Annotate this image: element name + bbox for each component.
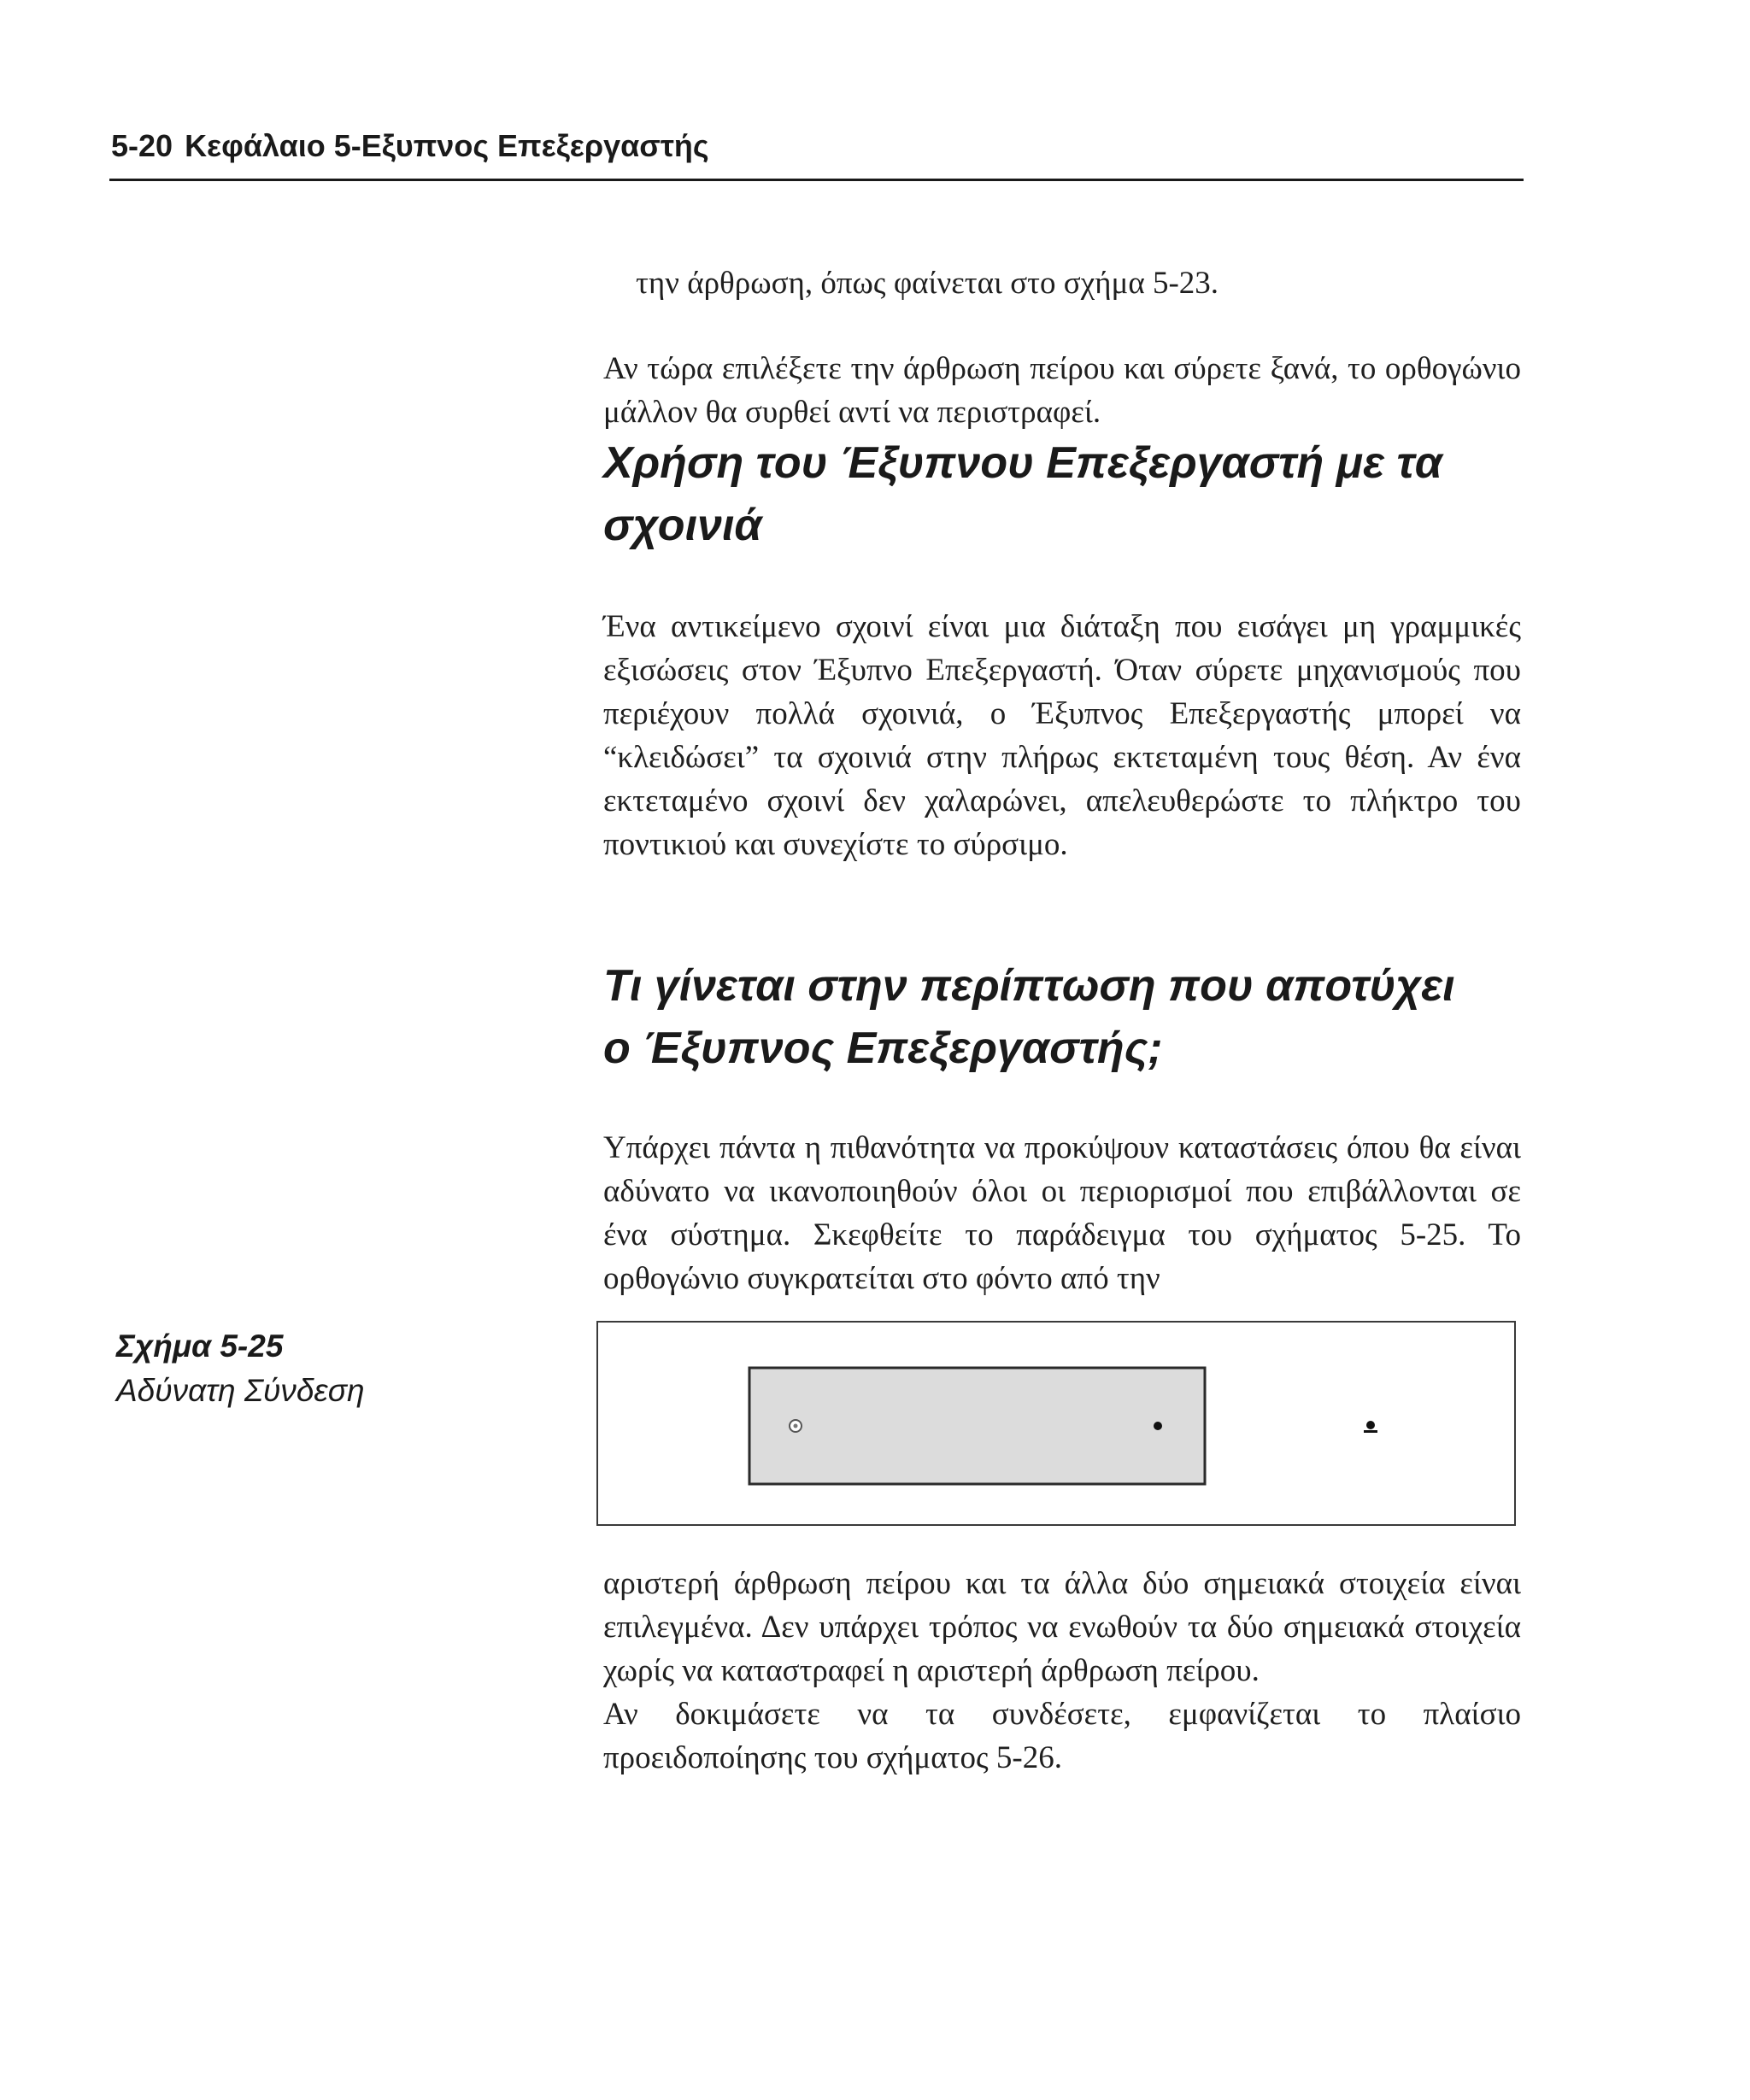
body-column-top bbox=[603, 261, 1521, 305]
section-heading-failure: Τι γίνεται στην περίπτωση που αποτύχει ο Έξυπνος Επεξεργαστής; bbox=[603, 961, 1455, 1073]
chapter-title: Κεφάλαιο 5-Εξυπνος Επεξεργαστής bbox=[185, 128, 709, 163]
pin-joint-icon bbox=[790, 1420, 802, 1432]
body-column-p5 bbox=[603, 1562, 1521, 1780]
figure-title: Αδύνατη Σύνδεση bbox=[116, 1373, 365, 1408]
running-header bbox=[111, 128, 709, 164]
figure-5-25 bbox=[596, 1321, 1516, 1526]
figure-number: Σχήμα 5-25 bbox=[116, 1329, 284, 1364]
paragraph-3: Ένα αντικείμενο σχοινί είναι μια διάταξη που εισάγει μη γραμμικές εξισώσεις στον Έξυπνο Επεξεργαστή. Όταν σύρετε μηχανισμούς που περιέχουν πολλά σχοινιά, ο Έξυπνος Επεξεργαστής μπορεί να “κλειδώσει” τα σχοινιά στην πλήρως εκτεταμένη τους θέση. Αν ένα εκτεταμένο σχοινί δεν χαλαρώνει, απελευθερώστε το πλήκτρο του ποντικιού και συνεχίστε το σύρσιμο. bbox=[603, 609, 1521, 862]
point-element-icon bbox=[1154, 1422, 1162, 1430]
anchored-point-icon bbox=[1364, 1421, 1377, 1433]
paragraph-4: Υπάρχει πάντα η πιθανότητα να προκύψουν καταστάσεις όπου θα είναι αδύνατο να ικανοποιηθούν όλοι οι περιορισμοί που επιβάλλονται σε ένα σύστημα. Σκεφθείτε το παράδειγμα του σχήματος 5-25. Το ορθογώνιο συγκρατείται στο φόντο από την bbox=[603, 1130, 1521, 1296]
paragraph-2: Αν τώρα επιλέξετε την άρθρωση πείρου και σύρετε ξανά, το ορθογώνιο μάλλον θα συρθεί αντί να περιστραφεί. bbox=[603, 351, 1521, 430]
paragraph-5: αριστερή άρθρωση πείρου και τα άλλα δύο σημειακά στοιχεία είναι επιλεγμένα. Δεν υπάρχει τρόπος να ενωθούν τα δύο σημειακά στοιχεία χωρίς να καταστραφεί η αριστερή άρθρωση πείρου. bbox=[603, 1566, 1521, 1688]
rectangle-body bbox=[749, 1368, 1205, 1484]
figure-caption bbox=[116, 1324, 365, 1413]
figure-drawing bbox=[598, 1323, 1514, 1524]
body-column-p4 bbox=[603, 1126, 1521, 1300]
page-number: 5-20 bbox=[111, 128, 173, 163]
body-column-h2 bbox=[603, 955, 1458, 1080]
body-column-p3 bbox=[603, 605, 1521, 866]
header-rule bbox=[109, 179, 1524, 181]
body-column-p2 bbox=[603, 347, 1521, 434]
paragraph-6: Αν δοκιμάσετε να τα συνδέσετε, εμφανίζεται το πλαίσιο προειδοποίησης του σχήματος 5-26. bbox=[603, 1697, 1521, 1775]
body-column-h1 bbox=[603, 432, 1458, 557]
paragraph-1: την άρθρωση, όπως φαίνεται στο σχήμα 5-23. bbox=[636, 266, 1219, 301]
section-heading-ropes: Χρήση του Έξυπνου Επεξεργαστή με τα σχοινιά bbox=[603, 438, 1442, 550]
